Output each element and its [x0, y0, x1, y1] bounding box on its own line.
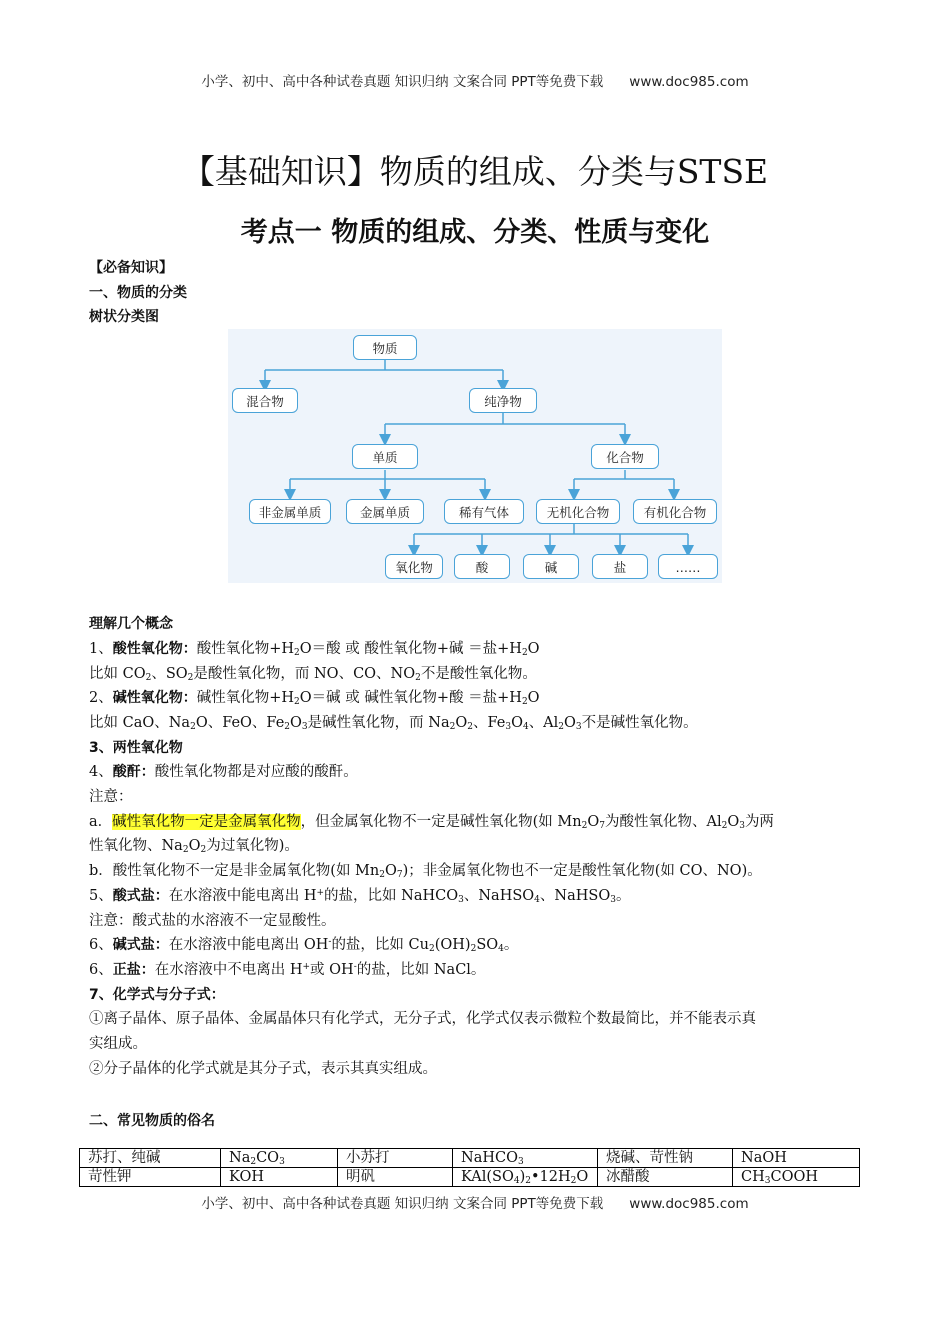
- subscript: 2: [721, 820, 728, 831]
- node-element: 单质: [352, 444, 418, 469]
- subscript: 3: [517, 1157, 524, 1167]
- subscript: 3: [505, 721, 512, 732]
- footer-text: 小学、初中、高中各种试卷真题 知识归纳 文案合同 PPT等免费下载: [201, 1196, 604, 1212]
- common-names-table: [79, 1148, 860, 1187]
- text-run: O: [188, 838, 201, 855]
- concept-basic-oxide: [89, 686, 864, 711]
- text-run: ，但金属氧化物不一定是碱性氧化物(如 Mn: [300, 813, 582, 830]
- term-label: 正盐：: [112, 961, 155, 978]
- term-label: 酸酐：: [112, 764, 155, 781]
- subscript: 4: [513, 1176, 520, 1186]
- item-number: 2、: [89, 690, 113, 707]
- subscript: 2: [294, 647, 300, 658]
- subscript: 2: [415, 672, 421, 683]
- item-number: 1、: [89, 640, 113, 657]
- subscript: 2: [379, 870, 385, 881]
- concept-normal-salt: [89, 958, 864, 983]
- table-cell: 小苏打: [338, 1149, 453, 1168]
- diagram-spacer: [89, 330, 864, 612]
- table-cell: NaOH: [733, 1149, 860, 1168]
- text-run: 不是酸性氧化物。: [420, 665, 537, 682]
- note-a-continued: [89, 834, 864, 859]
- subscript: 2: [428, 944, 435, 955]
- text-run: 在水溶液中能电离出 OH: [168, 937, 329, 954]
- text-run: 在水溶液中能电离出 H: [168, 887, 317, 904]
- text-run: 为过氧化物)。: [206, 838, 299, 855]
- text-run: 的盐，比如 NaCl。: [356, 961, 486, 978]
- formula-point-2: ②分子晶体的化学式就是其分子式，表示其真实组成。: [89, 1060, 437, 1077]
- subscript: 2: [521, 697, 528, 708]
- text-run: 、SO: [151, 665, 188, 682]
- superscript: +: [316, 887, 325, 898]
- text-run: 比如 CO: [89, 665, 146, 682]
- note-b: [89, 859, 864, 884]
- text-run: 为两: [744, 813, 774, 830]
- text-run: 比如 CaO、Na: [89, 714, 191, 731]
- text-run: 、Al: [528, 714, 559, 731]
- required-knowledge-label: 【必备知识】: [89, 260, 173, 276]
- table-cell: [453, 1168, 598, 1187]
- text-run: 是酸性氧化物，而 NO、CO、NO: [193, 665, 416, 682]
- text-run: KAl(SO: [461, 1169, 514, 1185]
- node-mixture: 混合物: [232, 388, 298, 413]
- page-header: [0, 70, 950, 90]
- text-run: 是碱性氧化物，而 Na: [307, 714, 450, 731]
- subscript: 4: [498, 944, 504, 955]
- text-run: 在水溶液中不电离出 H: [154, 961, 303, 978]
- highlighted-text: 碱性氧化物一定是金属氧化物: [112, 813, 301, 830]
- superscript: +: [302, 961, 311, 972]
- subscript: 2: [525, 1176, 531, 1186]
- term-label: 碱性氧化物：: [112, 690, 197, 707]
- concept-basic-salt: [89, 933, 864, 958]
- subscript: 3: [610, 894, 616, 905]
- text-run: O＝碱 或 碱性氧化物+酸 ＝盐+H: [299, 690, 522, 707]
- node-base: 碱: [523, 554, 579, 579]
- subscript: 2: [581, 820, 588, 831]
- text-run: SO: [476, 937, 499, 954]
- text-run: (OH): [434, 937, 471, 954]
- subscript: 2: [470, 944, 477, 955]
- text-run: O: [527, 640, 540, 657]
- subscript: 3: [279, 1157, 285, 1167]
- text-run: )；非金属氧化物也不一定是酸性氧化物(如 CO、NO)。: [402, 863, 762, 880]
- table-cell: KOH: [221, 1168, 338, 1187]
- item-number: 6、: [89, 961, 113, 978]
- subscript: 4: [522, 721, 529, 732]
- concept-amphoteric-oxide: 3、两性氧化物: [89, 739, 183, 756]
- text-run: O: [564, 714, 576, 731]
- subscript: 3: [301, 721, 308, 732]
- text-run: O: [527, 690, 540, 707]
- item-number: 4、: [89, 764, 113, 781]
- text-run: O: [384, 863, 397, 880]
- note-a: [89, 810, 864, 835]
- page-footer: [0, 1192, 950, 1212]
- concept-formula: 7、化学式与分子式：: [89, 986, 225, 1003]
- text-run: 为酸性氧化物、Al: [604, 813, 722, 830]
- subscript: 2: [558, 721, 565, 732]
- text-run: 性氧化物、Na: [89, 838, 183, 855]
- subscript: 2: [570, 1176, 577, 1186]
- table-row: [80, 1168, 860, 1187]
- formula-point-1-continued: 实组成。: [89, 1036, 147, 1053]
- table-cell: 冰醋酸: [598, 1168, 733, 1187]
- subscript: 2: [521, 647, 528, 658]
- text-run: 或 OH: [310, 961, 354, 978]
- text-run: NaHCO: [461, 1150, 518, 1166]
- subscript: 3: [764, 1176, 771, 1186]
- section-title: 考点一 物质的组成、分类、性质与变化: [240, 217, 710, 248]
- node-salt: 盐: [592, 554, 648, 579]
- table-cell: [733, 1168, 860, 1187]
- basic-oxide-example: [89, 711, 864, 736]
- subscript: 7: [396, 870, 403, 881]
- text-run: 酸性氧化物+H: [196, 640, 295, 657]
- section-heading-classification: 一、物质的分类: [89, 284, 187, 301]
- node-organic-compound: 有机化合物: [633, 499, 717, 524]
- node-inorganic-compound: 无机化合物: [536, 499, 620, 524]
- text-run: 的盐，比如 Cu: [331, 937, 429, 954]
- concept-acid-salt: [89, 884, 864, 909]
- text-run: 、Fe: [472, 714, 506, 731]
- text-run: COOH: [770, 1169, 818, 1185]
- item-number: 6、: [89, 937, 113, 954]
- text-run: O、FeO、Fe: [195, 714, 285, 731]
- text-run: O: [290, 714, 302, 731]
- text-run: ): [519, 1169, 526, 1185]
- header-url[interactable]: www.doc985.com: [629, 74, 749, 90]
- subscript: 2: [250, 1157, 257, 1167]
- subscript: 4: [534, 894, 540, 905]
- text-run: O: [576, 1169, 589, 1185]
- text-run: Na: [229, 1150, 251, 1166]
- header-text: 小学、初中、高中各种试卷真题 知识归纳 文案合同 PPT等免费下载: [201, 74, 604, 90]
- subscript: 3: [739, 820, 745, 831]
- main-content: [89, 256, 864, 1134]
- formula-point-1: ①离子晶体、原子晶体、金属晶体只有化学式，无分子式，化学式仅表示微粒个数最简比，并不能表示真: [89, 1011, 756, 1028]
- concept-anhydride: [89, 760, 864, 785]
- spacer: [89, 1081, 864, 1105]
- text-run: 。: [615, 887, 631, 904]
- node-acid: 酸: [454, 554, 510, 579]
- subscript: 2: [190, 721, 196, 732]
- subscript: 3: [575, 721, 582, 732]
- text-run: O: [727, 813, 740, 830]
- term-label: 碱式盐：: [112, 937, 169, 954]
- item-number: 5、: [89, 887, 113, 904]
- subscript: 2: [284, 721, 291, 732]
- node-noble-gas: 稀有气体: [444, 499, 524, 524]
- table-cell: 苛性钾: [80, 1168, 221, 1187]
- subscript: 2: [187, 672, 194, 683]
- text-run: 。: [503, 937, 519, 954]
- term-label: 酸式盐：: [112, 887, 169, 904]
- node-oxide: 氧化物: [385, 554, 443, 579]
- table-cell: 苏打、纯碱: [80, 1149, 221, 1168]
- node-metal-element: 金属单质: [346, 499, 424, 524]
- node-compound: 化合物: [591, 444, 659, 469]
- text-run: 不是碱性氧化物。: [581, 714, 698, 731]
- node-pure-substance: 纯净物: [469, 388, 537, 413]
- table-cell: [453, 1149, 598, 1168]
- text-run: 的盐，比如 NaHCO: [324, 887, 459, 904]
- subscript: 2: [449, 721, 456, 732]
- table-cell: [221, 1149, 338, 1168]
- term-label: 酸性氧化物：: [112, 640, 197, 657]
- concept-acidic-oxide: [89, 637, 864, 662]
- node-more: ……: [658, 554, 718, 579]
- table-row: [80, 1149, 860, 1168]
- subscript: 2: [200, 845, 207, 856]
- text-run: 、NaHSO: [539, 887, 611, 904]
- concepts-heading: 理解几个概念: [89, 616, 173, 633]
- text-run: CH: [741, 1169, 765, 1185]
- tree-diagram-title: 树状分类图: [89, 309, 159, 326]
- section-heading-common-names: 二、常见物质的俗名: [89, 1113, 215, 1130]
- text-run: 酸性氧化物都是对应酸的酸酐。: [154, 764, 358, 781]
- superscript: -: [353, 961, 357, 972]
- subscript: 2: [145, 672, 152, 683]
- text-run: b．酸性氧化物不一定是非金属氧化物(如 Mn: [89, 863, 380, 880]
- node-matter: 物质: [353, 335, 417, 360]
- text-run: O: [511, 714, 523, 731]
- table-cell: 烧碱、苛性钠: [598, 1149, 733, 1168]
- footer-url[interactable]: www.doc985.com: [629, 1196, 749, 1212]
- acid-salt-note: 注意：酸式盐的水溶液不一定显酸性。: [89, 912, 336, 929]
- page-title: 【基础知识】物质的组成、分类与STSE: [181, 152, 769, 191]
- subscript: 2: [294, 697, 300, 708]
- node-nonmetal-element: 非金属单质: [249, 499, 331, 524]
- table-cell: 明矾: [338, 1168, 453, 1187]
- text-run: CO: [256, 1150, 280, 1166]
- superscript: -: [328, 937, 332, 948]
- subscript: 2: [467, 721, 473, 732]
- text-run: O: [455, 714, 468, 731]
- text-run: •12H: [530, 1169, 571, 1185]
- subscript: 3: [458, 894, 464, 905]
- text-run: 碱性氧化物+H: [196, 690, 295, 707]
- acidic-oxide-example: [89, 662, 864, 687]
- text-run: O＝酸 或 酸性氧化物+碱 ＝盐+H: [299, 640, 522, 657]
- text-run: a．: [89, 813, 113, 830]
- text-run: O: [587, 813, 600, 830]
- text-run: 、NaHSO: [463, 887, 535, 904]
- subscript: 2: [182, 845, 189, 856]
- note-label: 注意：: [89, 789, 133, 806]
- subscript: 7: [599, 820, 605, 831]
